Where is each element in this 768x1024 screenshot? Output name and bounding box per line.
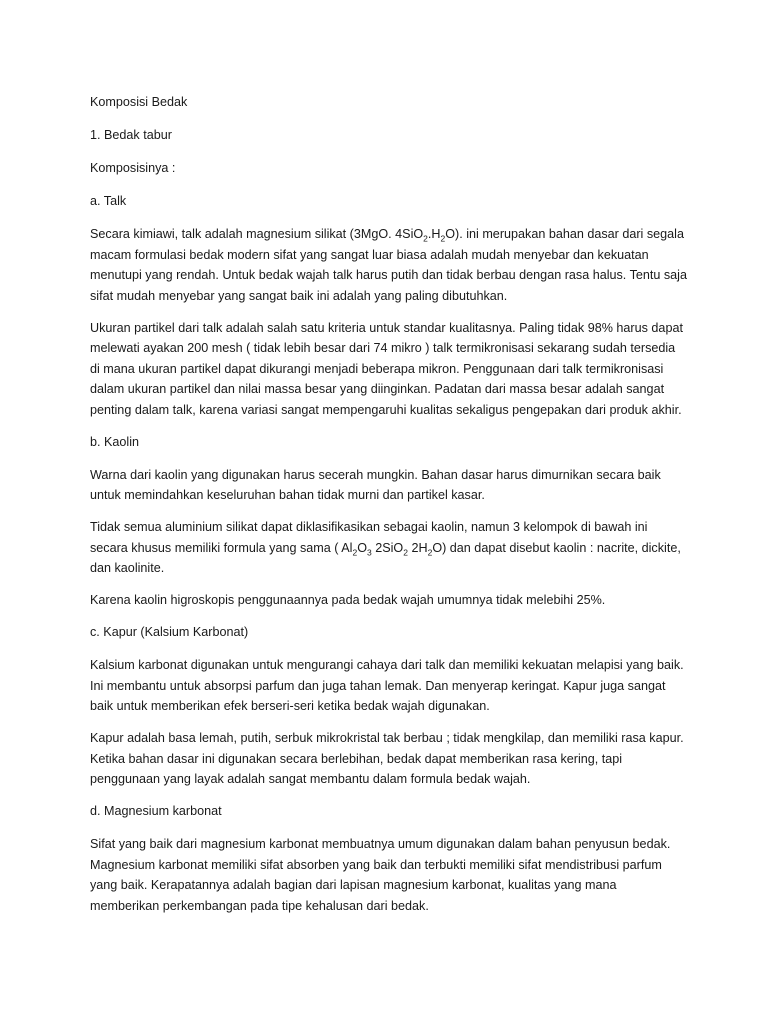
subheading-kapur: c. Kapur (Kalsium Karbonat) <box>90 625 249 639</box>
kaolin-paragraph-1: Warna dari kaolin yang digunakan harus secerah mungkin. Bahan dasar harus dimurnikan secara baik untuk memindahkan keseluruhan bahan tidak murni dan partikel kasar. <box>90 467 661 502</box>
talk-paragraph-1: Secara kimiawi, talk adalah magnesium silikat (3MgO. $4SiO_2.H_2O$). ini merupakan bahan dasar dari segala macam formulasi bedak modern sifat yang sangat luar biasa adalah mudah menyebar dan kekuatan menutupi yang rendah. Untuk bedak wajah talk harus putih dan tidak berbau dengan rasa halus. Tentu saja sifat mudah menyebar yang sangat baik ini adalah yang paling dibutuhkan. <box>90 227 687 303</box>
subheading-magnesium: d. Magnesium karbonat <box>90 804 222 818</box>
komposisi-label: Komposisinya : <box>90 161 176 175</box>
document-title: Komposisi Bedak <box>90 95 188 109</box>
kapur-paragraph-2: Kapur adalah basa lemah, putih, serbuk mikrokristal tak berbau ; tidak mengkilap, dan memiliki rasa kapur. Ketika bahan dasar ini digunakan secara berlebihan, bedak dapat memberikan rasa kering, tapi penggunaan yang layak adalah sangat membantu dalam formula bedak wajah. <box>90 731 684 786</box>
magnesium-paragraph-1: Sifat yang baik dari magnesium karbonat membuatnya umum digunakan dalam bahan penyusun bedak. Magnesium karbonat memiliki sifat absorben yang baik dan terbukti memiliki sifat mendistribusi parfum yang baik. Kerapatannya adalah bagian dari lapisan magnesium karbonat, kualitas yang mana memberikan perkembangan pada tipe kehalusan dari bedak. <box>90 837 671 913</box>
kapur-paragraph-1: Kalsium karbonat digunakan untuk mengurangi cahaya dari talk dan memiliki kekuatan melapisi yang baik. Ini membantu untuk absorpsi parfum dan juga tahan lemak. Dan menyerap keringat. Kapur juga sangat baik untuk memberikan efek berseri-seri ketika bedak wajah digunakan. <box>90 658 684 713</box>
subheading-kaolin: b. Kaolin <box>90 434 140 449</box>
document-body <box>90 92 688 928</box>
subheading-talk: a. Talk <box>90 194 127 208</box>
kaolin-paragraph-2: Tidak semua aluminium silikat dapat diklasifikasikan sebagai kaolin, namun 3 kelompok di bawah ini secara khusus memiliki formula yang sama ( $Al_2O_3$ 2SiO$_2$ $2H_2O$) dan dapat disebut kaolin : nacrite, dickite, dan kaolinite. <box>90 520 681 575</box>
talk-paragraph-2: Ukuran partikel dari talk adalah salah satu kriteria untuk standar kualitasnya. Paling tidak 98% harus dapat melewati ayakan 200 mesh ( tidak lebih besar dari 74 mikro ) talk termikronisasi sekarang sudah tersedia di mana ukuran partikel dapat dikurangi menjadi beberapa mikron. Penggunaan dari talk termikronisasi dalam ukuran partikel dan nilai massa besar yang diinginkan. Padatan dari massa besar adalah sangat penting dalam talk, karena variasi sangat mempengaruhi kualitas sekaligus pengepakan dari produk akhir. <box>90 320 683 417</box>
section-heading-bedak-tabur: 1. Bedak tabur <box>90 128 172 142</box>
kaolin-paragraph-3: Karena kaolin higroskopis penggunaannya pada bedak wajah umumnya tidak melebihi 25%. <box>90 593 606 607</box>
